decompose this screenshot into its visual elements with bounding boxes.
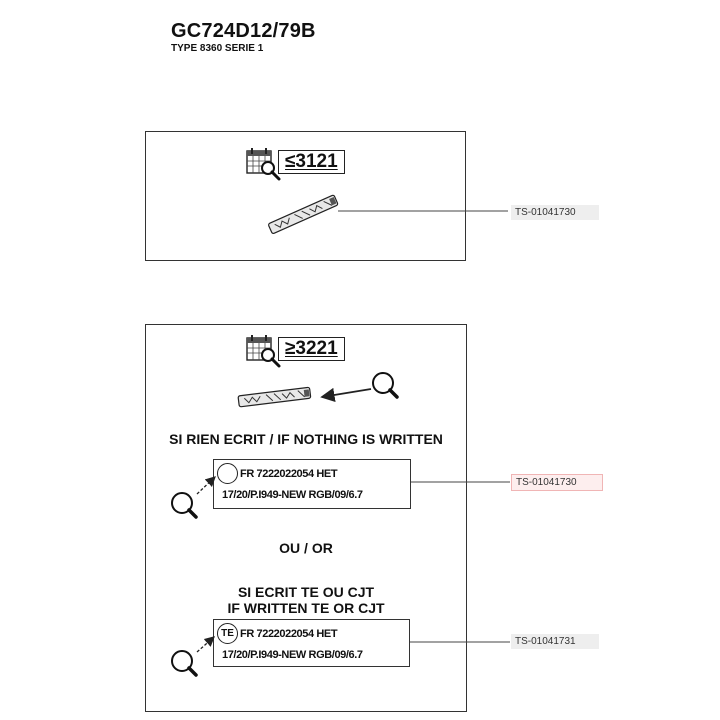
pointer-arrow xyxy=(322,389,371,397)
calendar-search-icon xyxy=(247,148,279,179)
part-reference[interactable]: TS-01041731 xyxy=(511,634,599,649)
label-line-1: FR 7222022054 HET xyxy=(240,628,338,640)
date-code-box: ≤3121 xyxy=(278,150,345,174)
cable-label-part-icon xyxy=(268,195,338,234)
or-text: OU / OR xyxy=(279,540,333,556)
label-line-2: 17/20/P.I949-NEW RGB/09/6.7 xyxy=(222,649,363,661)
part-reference[interactable]: TS-01041730 xyxy=(511,474,603,491)
condition-nothing-written: SI RIEN ECRIT / IF NOTHING IS WRITTEN xyxy=(169,431,443,447)
model-subtitle: TYPE 8360 SERIE 1 xyxy=(171,43,264,54)
cable-label-part-icon xyxy=(238,387,311,407)
magnifier-icon xyxy=(172,493,196,517)
model-title: GC724D12/79B xyxy=(171,20,316,42)
label-line-2: 17/20/P.I949-NEW RGB/09/6.7 xyxy=(222,489,363,501)
marker-circle-te: TE xyxy=(217,623,238,644)
magnifier-icon xyxy=(172,651,196,675)
condition-written-fr: SI ECRIT TE OU CJT xyxy=(237,584,375,600)
condition-written-en: IF WRITTEN TE OR CJT xyxy=(227,600,385,616)
part-reference[interactable]: TS-01041730 xyxy=(511,205,599,220)
label-line-1: FR 7222022054 HET xyxy=(240,468,338,480)
pointer-arrow xyxy=(197,477,215,494)
magnifier-icon xyxy=(373,373,397,397)
date-code-box: ≥3221 xyxy=(278,337,345,361)
pointer-arrow xyxy=(197,637,214,652)
calendar-search-icon xyxy=(247,335,279,366)
